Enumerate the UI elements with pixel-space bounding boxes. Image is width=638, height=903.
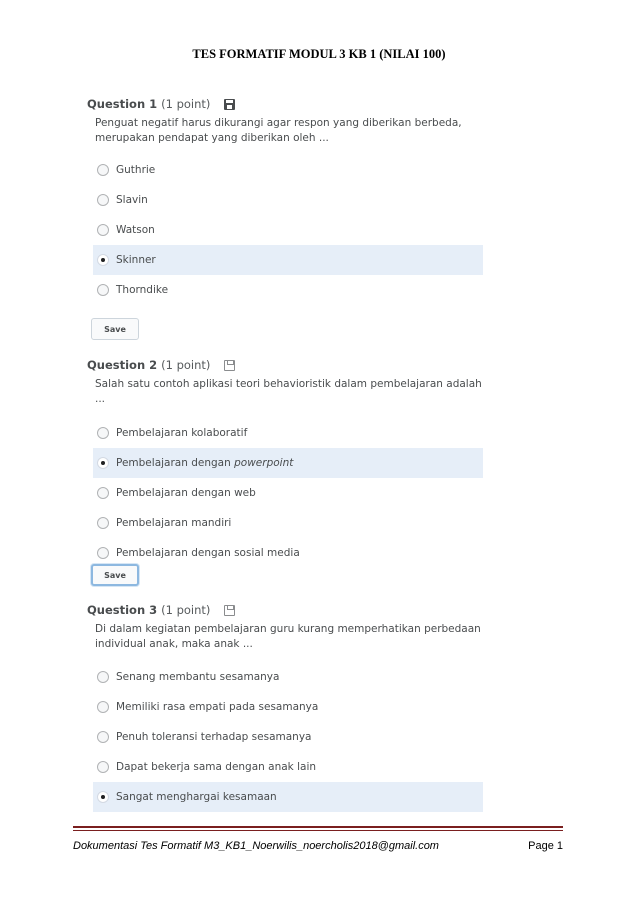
option-slavin[interactable] — [93, 185, 483, 215]
question-text: Penguat negatif harus dikurangi agar respon yang diberikan berbeda, merupakan pendapat yang diberikan oleh ... — [95, 117, 462, 144]
question-title: Question 3 — [87, 603, 158, 617]
option-thorndike[interactable] — [93, 275, 483, 305]
radio-button[interactable] — [97, 517, 109, 529]
floppy-disk-icon — [224, 99, 235, 110]
option-label: Pembelajaran mandiri — [116, 517, 232, 529]
option-label: Dapat bekerja sama dengan anak lain — [116, 761, 317, 773]
radio-button[interactable] — [97, 427, 109, 439]
question-text: Di dalam kegiatan pembelajaran guru kurang memperhatikan perbedaan individual anak, maka anak ... — [95, 623, 481, 650]
option-label: Pembelajaran dengan web — [116, 487, 256, 499]
question-3 — [87, 600, 487, 812]
answer-options — [87, 418, 487, 568]
radio-button[interactable] — [97, 224, 109, 236]
option-pembelajaran-sosial-media[interactable] — [93, 538, 483, 568]
footer-rule-thin — [73, 830, 563, 831]
save-button-question-1[interactable]: Save — [91, 318, 139, 340]
footer-rule — [73, 826, 563, 828]
option-label: Thorndike — [116, 284, 169, 296]
question-points: (1 point) — [161, 358, 211, 372]
option-label: Penuh toleransi terhadap sesamanya — [116, 731, 312, 743]
option-rasa-empati[interactable] — [93, 692, 483, 722]
question-points: (1 point) — [161, 97, 211, 111]
question-title: Question 2 — [87, 358, 158, 372]
radio-button-checked[interactable] — [97, 254, 109, 266]
option-pembelajaran-mandiri[interactable] — [93, 508, 483, 538]
radio-button[interactable] — [97, 761, 109, 773]
question-2 — [87, 355, 487, 568]
radio-button[interactable] — [97, 194, 109, 206]
question-header — [87, 355, 487, 375]
option-label-text: Pembelajaran dengan — [116, 457, 231, 469]
option-label: Pembelajaran dengan sosial media — [116, 547, 300, 559]
option-pembelajaran-powerpoint[interactable] — [93, 448, 483, 478]
option-pembelajaran-web[interactable] — [93, 478, 483, 508]
option-label: Slavin — [116, 194, 148, 206]
option-penuh-toleransi[interactable] — [93, 722, 483, 752]
option-senang-membantu[interactable] — [93, 662, 483, 692]
radio-button[interactable] — [97, 547, 109, 559]
question-points: (1 point) — [161, 603, 211, 617]
footer-text: Dokumentasi Tes Formatif M3_KB1_Noerwilis_noercholis2018@gmail.com — [73, 840, 439, 852]
radio-button[interactable] — [97, 731, 109, 743]
option-label: Guthrie — [116, 164, 156, 176]
option-pembelajaran-kolaboratif[interactable] — [93, 418, 483, 448]
radio-button[interactable] — [97, 671, 109, 683]
radio-button[interactable] — [97, 487, 109, 499]
answer-options — [87, 155, 487, 305]
option-label: Sangat menghargai kesamaan — [116, 791, 277, 803]
floppy-disk-icon — [224, 360, 235, 371]
radio-button-checked[interactable] — [97, 791, 109, 803]
answer-options — [87, 662, 487, 812]
radio-button[interactable] — [97, 164, 109, 176]
page-number: Page 1 — [528, 840, 563, 852]
option-label — [116, 457, 293, 469]
radio-button[interactable] — [97, 701, 109, 713]
question-text: Salah satu contoh aplikasi teori behavioristik dalam pembelajaran adalah ... — [95, 378, 482, 405]
option-bekerja-sama[interactable] — [93, 752, 483, 782]
radio-button[interactable] — [97, 284, 109, 296]
question-header — [87, 600, 487, 620]
question-1 — [87, 94, 487, 305]
save-button-question-2[interactable]: Save — [91, 564, 139, 586]
option-menghargai-kesamaan[interactable] — [93, 782, 483, 812]
option-label: Watson — [116, 224, 155, 236]
floppy-disk-icon — [224, 605, 235, 616]
option-label-emphasis: powerpoint — [234, 457, 294, 469]
question-header — [87, 94, 487, 114]
option-label: Skinner — [116, 254, 156, 266]
option-skinner[interactable] — [93, 245, 483, 275]
option-label: Pembelajaran kolaboratif — [116, 427, 248, 439]
question-title: Question 1 — [87, 97, 158, 111]
document-title: TES FORMATIF MODUL 3 KB 1 (NILAI 100) — [192, 47, 446, 61]
radio-button-checked[interactable] — [97, 457, 109, 469]
option-label: Memiliki rasa empati pada sesamanya — [116, 701, 319, 713]
option-label: Senang membantu sesamanya — [116, 671, 280, 683]
option-guthrie[interactable] — [93, 155, 483, 185]
option-watson[interactable] — [93, 215, 483, 245]
